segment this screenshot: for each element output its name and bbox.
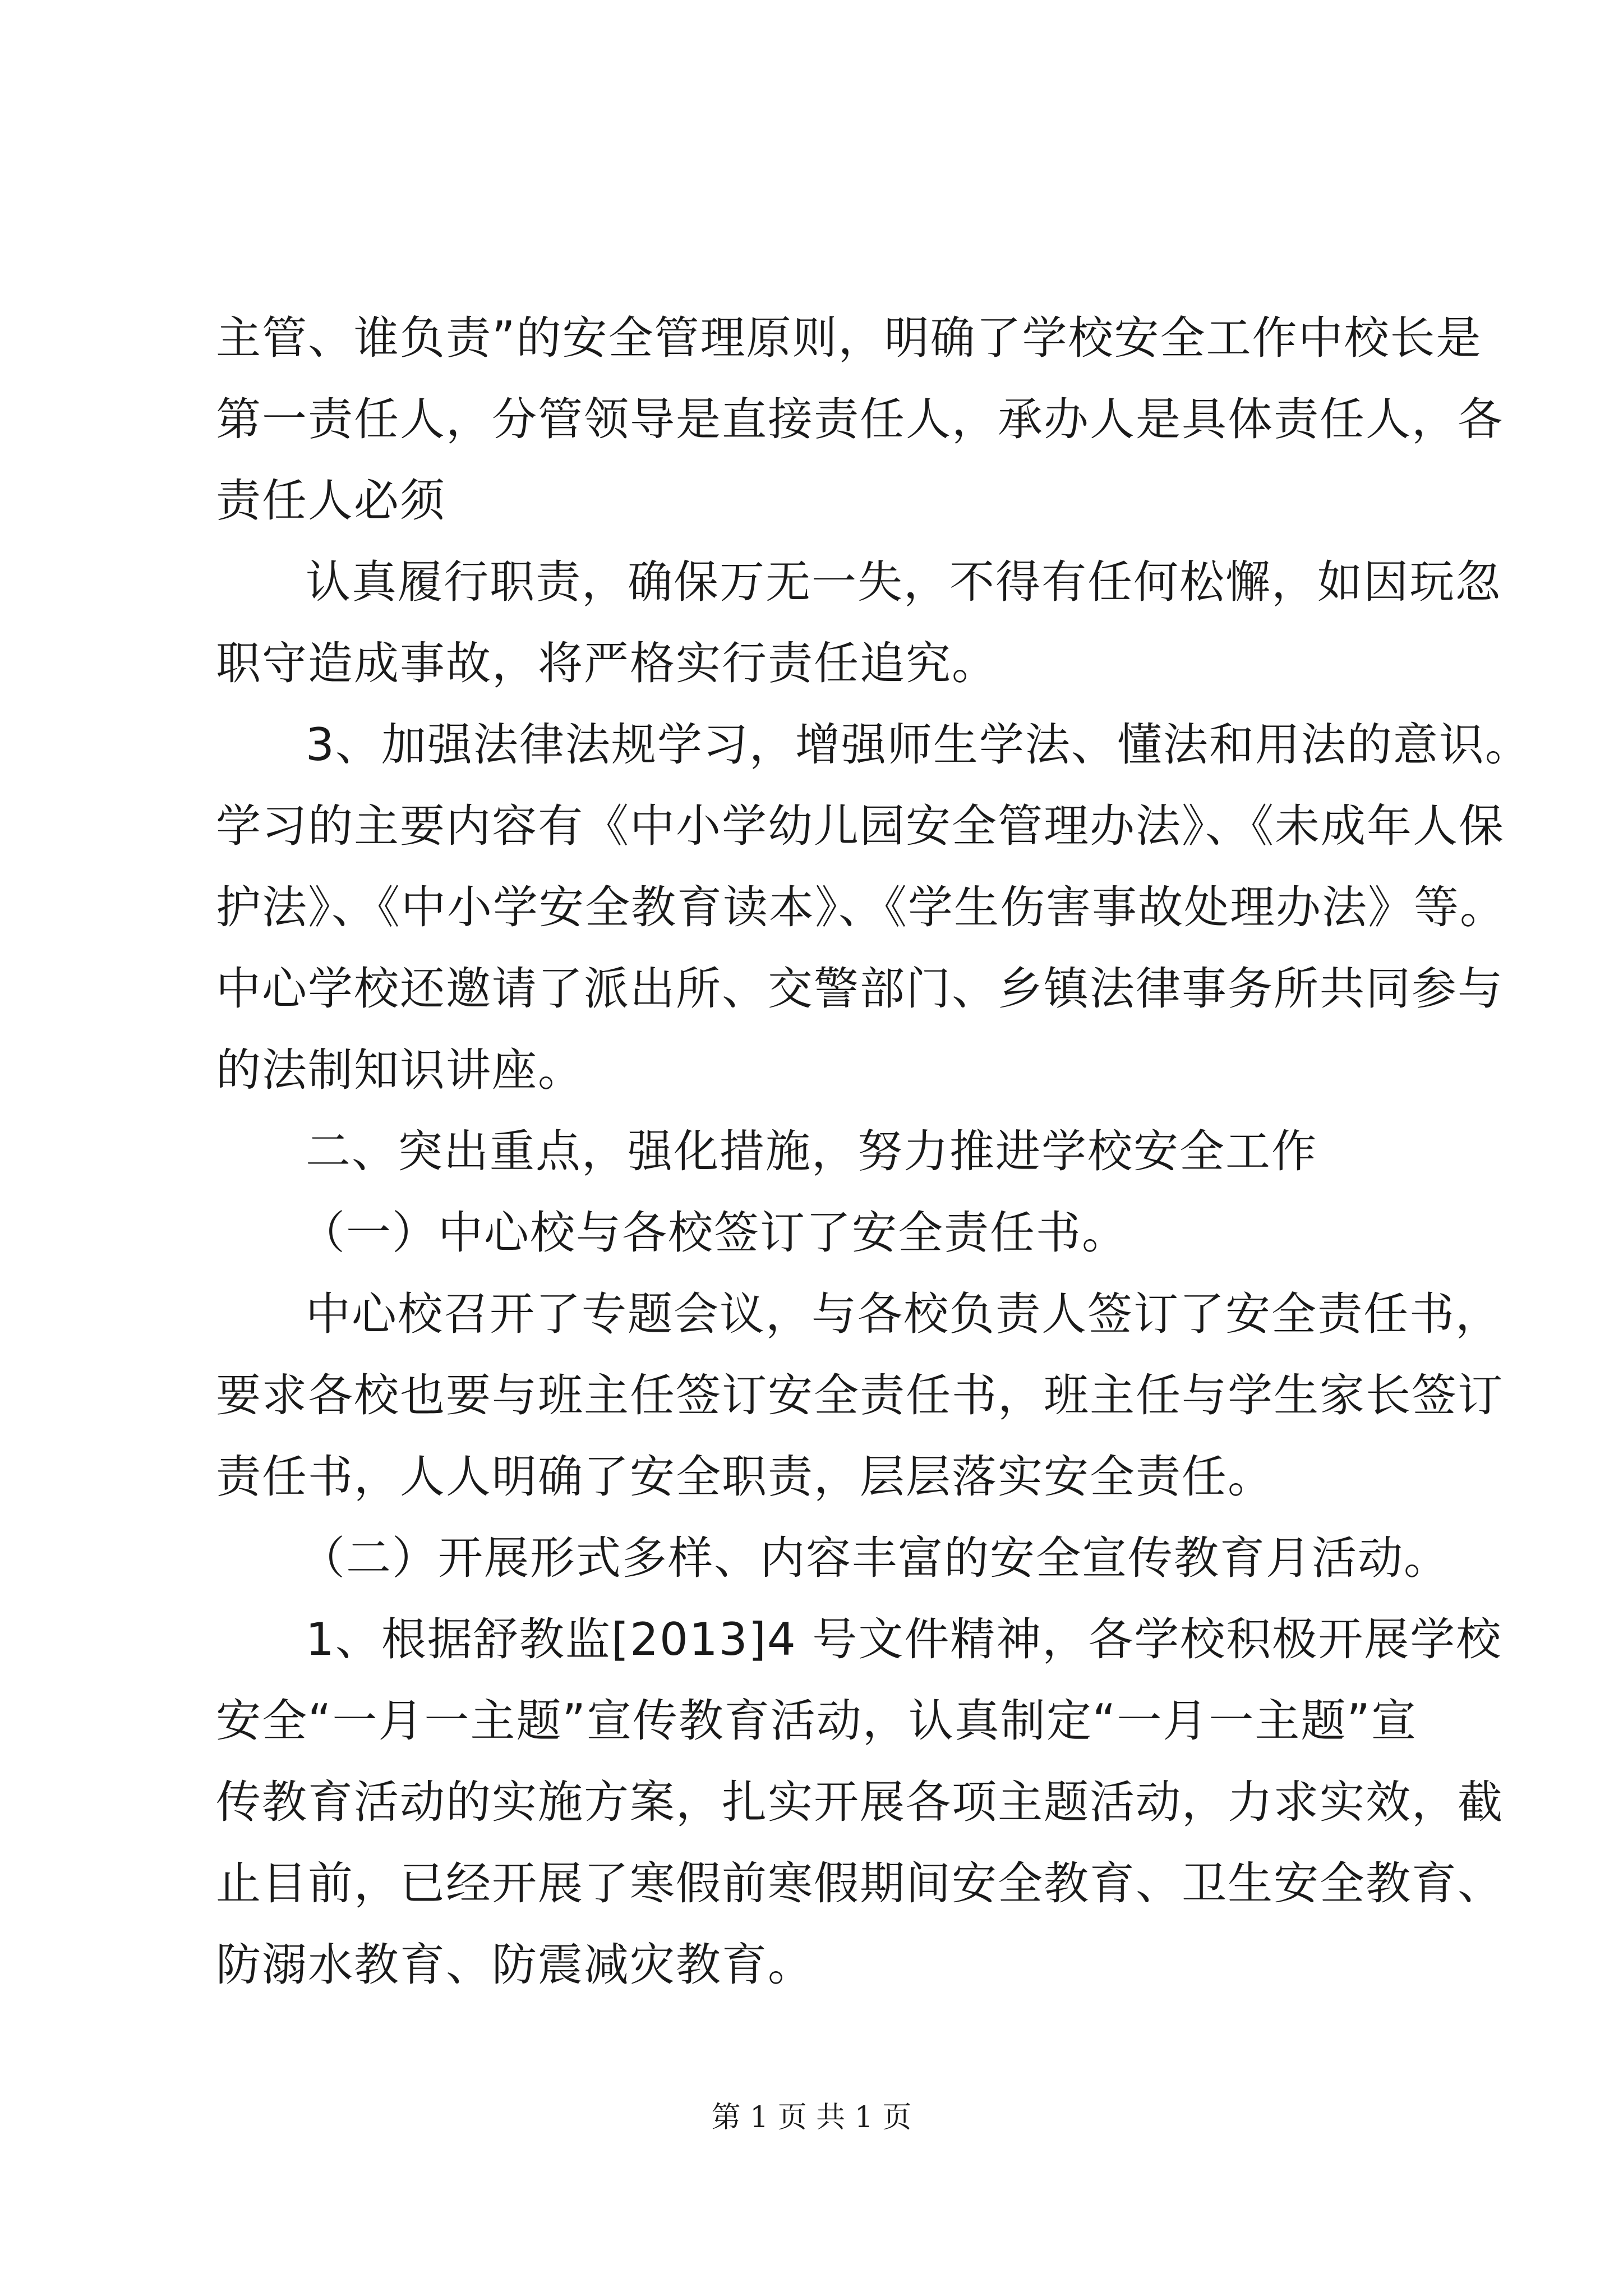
text-line: 责任人必须 (216, 475, 446, 527)
text-line: 学习的主要内容有《中小学幼儿园安全管理办法》、《未成年人保 (216, 800, 1505, 852)
paragraph-start-line: 认真履行职责，确保万无一失，不得有任何松懈，如因玩忽 (306, 556, 1501, 608)
text-line: 护法》、《中小学安全教育读本》、《学生伤害事故处理办法》等。 (216, 881, 1506, 933)
subsection-heading: （二）开展形式多样、内容丰富的安全宣传教育月活动。 (300, 1532, 1450, 1584)
text-line: 职守造成事故，将严格实行责任追究。 (216, 637, 998, 689)
text-line: 要求各校也要与班主任签订安全责任书，班主任与学生家长签订 (216, 1369, 1504, 1421)
text-line: 中心学校还邀请了派出所、交警部门、乡镇法律事务所共同参与 (216, 963, 1504, 1015)
section-heading: 二、突出重点，强化措施，努力推进学校安全工作 (306, 1125, 1317, 1177)
page-number-footer: 第 1 页 共 1 页 (711, 2101, 912, 2134)
subsection-heading: （一）中心校与各校签订了安全责任书。 (300, 1207, 1128, 1259)
paragraph-start-line: 中心校召开了专题会议，与各校负责人签订了安全责任书， (306, 1288, 1501, 1340)
paragraph-start-line: 3、加强法律法规学习，增强师生学法、懂法和用法的意识。 (306, 719, 1531, 771)
text-line: 主管、谁负责”的安全管理原则，明确了学校安全工作中校长是 (216, 312, 1482, 364)
text-line: 安全“一月一主题”宣传教育活动，认真制定“一月一主题”宣 (216, 1695, 1417, 1747)
text-line: 传教育活动的实施方案，扎实开展各项主题活动，力求实效，截 (216, 1776, 1504, 1828)
text-line: 防溺水教育、防震减灾教育。 (216, 1939, 814, 1991)
text-line: 的法制知识讲座。 (216, 1044, 584, 1096)
paragraph-start-line: 1、根据舒教监[2013]4 号文件精神，各学校积极开展学校 (306, 1613, 1502, 1665)
text-line: 责任书，人人明确了安全职责，层层落实安全责任。 (216, 1451, 1274, 1503)
text-line: 止目前，已经开展了寒假前寒假期间安全教育、卫生安全教育、 (216, 1857, 1504, 1910)
text-line: 第一责任人，分管领导是直接责任人，承办人是具体责任人，各 (216, 393, 1504, 445)
document-body (216, 297, 1531, 2005)
